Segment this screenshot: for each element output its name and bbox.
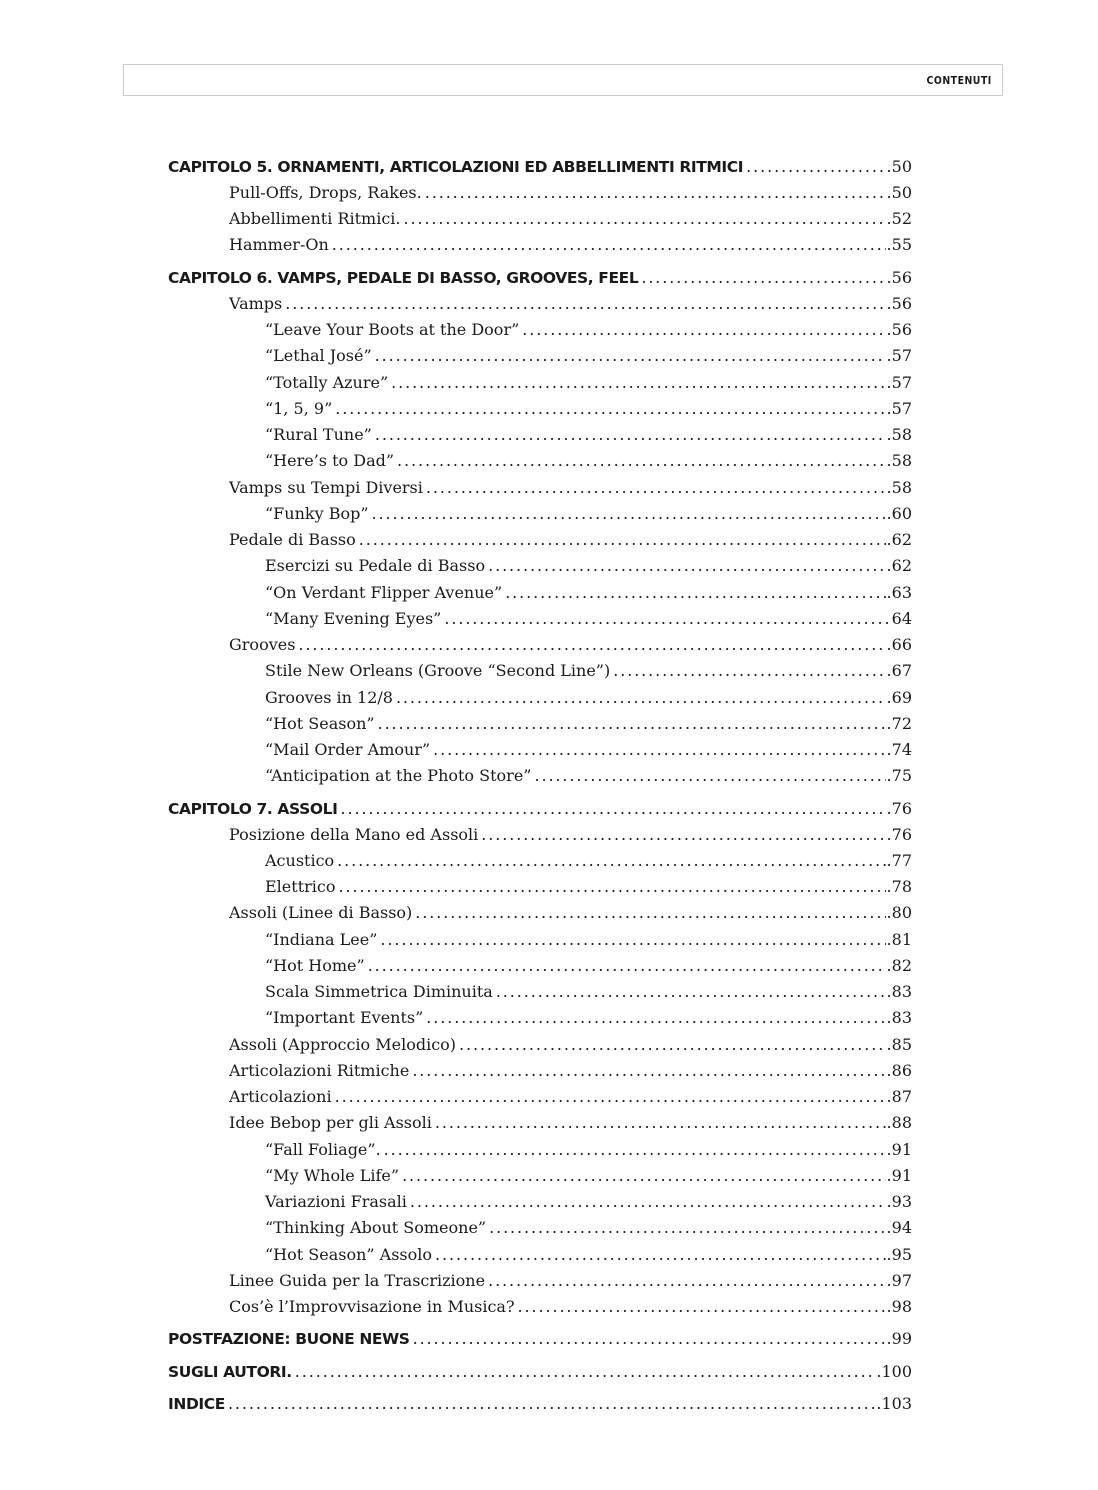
dot-leader	[488, 554, 885, 578]
toc-entry-title: “My Whole Life”	[265, 1166, 400, 1185]
dot-leader	[397, 449, 886, 473]
toc-entry	[265, 712, 912, 736]
dot-leader	[426, 1006, 885, 1030]
toc-entry-title: “Important Events”	[265, 1008, 424, 1027]
dot-leader	[459, 1033, 886, 1057]
toc-entry-page: .85	[886, 1035, 912, 1054]
toc-entry	[229, 823, 912, 847]
dot-leader	[489, 1216, 885, 1240]
dot-leader	[435, 1111, 886, 1135]
toc-entry-title: “Leave Your Boots at the Door”	[265, 320, 520, 339]
toc-entry-page: .83	[886, 1008, 912, 1027]
toc-entry-page: .81	[886, 930, 912, 949]
dot-leader	[285, 292, 885, 316]
toc-entry-title: Hammer-On	[229, 235, 329, 254]
toc-entry-title: “1, 5, 9”	[265, 399, 333, 418]
toc-entry-page: .50	[886, 183, 912, 202]
toc-entry	[265, 318, 912, 342]
toc-entry-page: .66	[886, 635, 912, 654]
toc-entry	[229, 476, 912, 500]
dot-leader	[403, 207, 885, 231]
toc-entry-page: .76	[886, 825, 912, 844]
toc-entry-page: .78	[886, 877, 912, 896]
toc-entry-page: .52	[886, 209, 912, 228]
toc-entry	[229, 633, 912, 657]
dot-leader	[335, 397, 885, 421]
toc-entry-title: Vamps	[229, 294, 283, 313]
toc-entry	[229, 181, 912, 205]
toc-entry-title: CAPITOLO 6. VAMPS, PEDALE DI BASSO, GROOVES, FEEL	[168, 269, 639, 287]
toc-entry-page: .77	[886, 851, 912, 870]
toc-entry-title: “Totally Azure”	[265, 373, 389, 392]
dot-leader	[435, 1243, 886, 1267]
dot-leader	[481, 823, 885, 847]
toc-entry	[265, 1243, 912, 1267]
dot-leader	[746, 155, 885, 179]
dot-leader	[444, 607, 890, 631]
toc-entry-page: .72	[886, 714, 912, 733]
toc-entry-title: “Rural Tune”	[265, 425, 372, 444]
dot-leader	[380, 928, 885, 952]
running-header-label: CONTENUTI	[926, 74, 992, 87]
toc-entry-title: Acustico	[265, 851, 335, 870]
toc-entry-title: Grooves	[229, 635, 296, 654]
toc-entry	[229, 1295, 912, 1319]
toc-entry-page: .91	[886, 1166, 912, 1185]
dot-leader	[488, 1269, 885, 1293]
toc-entry-page: .100	[876, 1362, 912, 1381]
toc-entry-title: “On Verdant Flipper Avenue”	[265, 583, 503, 602]
dot-leader	[340, 797, 885, 821]
toc-entry	[265, 502, 912, 526]
toc-entry-title: Articolazioni Ritmiche	[229, 1061, 410, 1080]
dot-leader	[641, 266, 885, 290]
toc-entry-page: .58	[886, 425, 912, 444]
toc-entry-page: .88	[886, 1113, 912, 1132]
toc-entry	[265, 423, 912, 447]
toc-entry	[265, 1190, 912, 1214]
toc-entry-title: POSTFAZIONE: BUONE NEWS	[168, 1330, 410, 1348]
toc-entry	[265, 686, 912, 710]
toc-entry-page: .56	[886, 294, 912, 313]
dot-leader	[372, 502, 886, 526]
toc-entry-page: .74	[886, 740, 912, 759]
dot-leader	[298, 633, 885, 657]
toc-entry	[229, 207, 912, 231]
running-header	[123, 64, 1003, 96]
toc-entry-page: .75	[886, 766, 912, 785]
toc-entry-page: .57	[886, 399, 912, 418]
dot-leader	[337, 849, 885, 873]
toc-entry	[265, 581, 912, 605]
dot-leader	[228, 1392, 875, 1416]
toc-entry-page: .57	[886, 346, 912, 365]
dot-leader	[505, 581, 885, 605]
toc-entry-title: INDICE	[168, 1395, 225, 1413]
toc-entry	[229, 233, 912, 257]
toc-chapter-entry	[168, 1327, 912, 1351]
dot-leader	[402, 1164, 885, 1188]
toc-entry-title: “Anticipation at the Photo Store”	[265, 766, 532, 785]
toc-entry	[265, 1006, 912, 1030]
dot-leader	[335, 1085, 886, 1109]
toc-entry-page: 64	[891, 609, 912, 628]
dot-leader	[359, 528, 886, 552]
toc-entry-title: Posizione della Mano ed Assoli	[229, 825, 479, 844]
toc-entry-page: .83	[886, 982, 912, 1001]
toc-entry-title: Cos’è l’Improvvisazione in Musica?	[229, 1297, 515, 1316]
dot-leader	[413, 1327, 886, 1351]
toc-entry	[265, 1164, 912, 1188]
toc-entry-title: “Thinking About Someone”	[265, 1218, 487, 1237]
toc-entry	[265, 849, 912, 873]
toc-entry-title: “Indiana Lee”	[265, 930, 378, 949]
toc-entry-page: .97	[886, 1271, 912, 1290]
toc-entry-page: .80	[886, 903, 912, 922]
toc-entry-page: .95	[886, 1245, 912, 1264]
toc-chapter-entry	[168, 1392, 912, 1416]
toc-entry-title: “Hot Home”	[265, 956, 365, 975]
dot-leader	[496, 980, 886, 1004]
toc-entry-page: .91	[886, 1140, 912, 1159]
dot-leader	[338, 875, 885, 899]
toc-entry-page: .82	[886, 956, 912, 975]
toc-entry-page: .103	[876, 1394, 912, 1413]
toc-entry	[265, 554, 912, 578]
toc-entry-title: “Hot Season” Assolo	[265, 1245, 433, 1264]
toc-entry-title: Pull-Offs, Drops, Rakes.	[229, 183, 422, 202]
toc-entry-page: .99	[886, 1329, 912, 1348]
toc-entry	[229, 1111, 912, 1135]
toc-entry-title: Pedale di Basso	[229, 530, 356, 549]
toc-entry-page: .62	[886, 556, 912, 575]
toc-entry-page: .94	[886, 1218, 912, 1237]
dot-leader	[613, 659, 885, 683]
toc-entry	[265, 371, 912, 395]
toc-entry-page: .67	[886, 661, 912, 680]
toc-entry-title: Assoli (Approccio Melodico)	[229, 1035, 457, 1054]
toc-entry-title: CAPITOLO 7. ASSOLI	[168, 800, 338, 818]
toc-entry-page: .55	[886, 235, 912, 254]
toc-entry-page: .62	[886, 530, 912, 549]
toc-entry-title: CAPITOLO 5. ORNAMENTI, ARTICOLAZIONI ED ABBELLIMENTI RITMICI	[168, 158, 744, 176]
toc-entry	[265, 1216, 912, 1240]
dot-leader	[415, 901, 885, 925]
dot-leader	[410, 1190, 886, 1214]
dot-leader	[332, 233, 886, 257]
toc-entry	[265, 980, 912, 1004]
dot-leader	[375, 423, 886, 447]
toc-entry-title: SUGLI AUTORI.	[168, 1363, 292, 1381]
toc-entry	[229, 1269, 912, 1293]
dot-leader	[396, 686, 886, 710]
toc-entry-page: .98	[886, 1297, 912, 1316]
toc-entry-page: .56	[886, 320, 912, 339]
dot-leader	[368, 954, 886, 978]
toc-entry-page: .63	[886, 583, 912, 602]
toc-entry-title: “Hot Season”	[265, 714, 375, 733]
toc-entry-title: “Fall Foliage”.	[265, 1140, 381, 1159]
toc-entry	[229, 528, 912, 552]
dot-leader	[518, 1295, 886, 1319]
toc-entry-title: Linee Guida per la Trascrizione	[229, 1271, 486, 1290]
toc-entry-title: “Lethal José”	[265, 346, 372, 365]
toc-entry	[265, 449, 912, 473]
toc-entry-title: Abbellimenti Ritmici.	[229, 209, 401, 228]
dot-leader	[433, 738, 885, 762]
dot-leader	[391, 371, 885, 395]
toc-entry-title: Assoli (Linee di Basso)	[229, 903, 413, 922]
toc-entry	[229, 1059, 912, 1083]
toc-entry-title: “Mail Order Amour”	[265, 740, 431, 759]
dot-leader	[412, 1059, 885, 1083]
toc-entry	[265, 875, 912, 899]
dot-leader	[378, 712, 886, 736]
toc-entry-page: .58	[886, 478, 912, 497]
toc-chapter-entry	[168, 266, 912, 290]
toc-entry	[265, 954, 912, 978]
toc-entry-title: Articolazioni	[229, 1087, 332, 1106]
toc-entry	[265, 928, 912, 952]
toc-entry-page: .86	[886, 1061, 912, 1080]
dot-leader	[425, 181, 886, 205]
toc-entry	[265, 607, 912, 631]
toc-chapter-entry	[168, 155, 912, 179]
toc-entry-title: Idee Bebop per gli Assoli	[229, 1113, 432, 1132]
toc-entry-title: “Here’s to Dad”	[265, 451, 395, 470]
toc-entry	[265, 738, 912, 762]
toc-entry-page: .93	[886, 1192, 912, 1211]
toc-entry-page: .87	[886, 1087, 912, 1106]
toc-entry-title: “Funky Bop”	[265, 504, 369, 523]
toc-entry	[265, 764, 912, 788]
toc-entry	[265, 1138, 912, 1162]
toc-entry-title: Grooves in 12/8	[265, 688, 393, 707]
toc-entry-page: .58	[886, 451, 912, 470]
toc-entry-title: “Many Evening Eyes”	[265, 609, 442, 628]
dot-leader	[426, 476, 886, 500]
dot-leader	[534, 764, 885, 788]
toc-entry-page: .50	[886, 157, 912, 176]
toc-entry-page: .69	[886, 688, 912, 707]
toc-chapter-entry	[168, 797, 912, 821]
dot-leader	[384, 1138, 886, 1162]
toc-entry	[265, 397, 912, 421]
toc-entry-page: .60	[886, 504, 912, 523]
toc-entry-page: .76	[886, 799, 912, 818]
toc-entry	[265, 344, 912, 368]
toc-entry-title: Esercizi su Pedale di Basso	[265, 556, 486, 575]
toc-chapter-entry	[168, 1360, 912, 1384]
dot-leader	[522, 318, 885, 342]
toc-entry-title: Scala Simmetrica Diminuita	[265, 982, 493, 1001]
dot-leader	[375, 344, 886, 368]
toc-entry	[229, 1085, 912, 1109]
toc-entry	[229, 292, 912, 316]
toc-entry-page: .57	[886, 373, 912, 392]
toc-entry	[229, 901, 912, 925]
dot-leader	[295, 1360, 876, 1384]
toc-entry	[265, 659, 912, 683]
toc-entry-title: Vamps su Tempi Diversi	[229, 478, 423, 497]
toc-entry-title: Elettrico	[265, 877, 336, 896]
toc-entry-title: Variazioni Frasali	[265, 1192, 407, 1211]
toc-entry-page: .56	[886, 268, 912, 287]
toc-entry-title: Stile New Orleans (Groove “Second Line”)	[265, 661, 611, 680]
toc-entry	[229, 1033, 912, 1057]
